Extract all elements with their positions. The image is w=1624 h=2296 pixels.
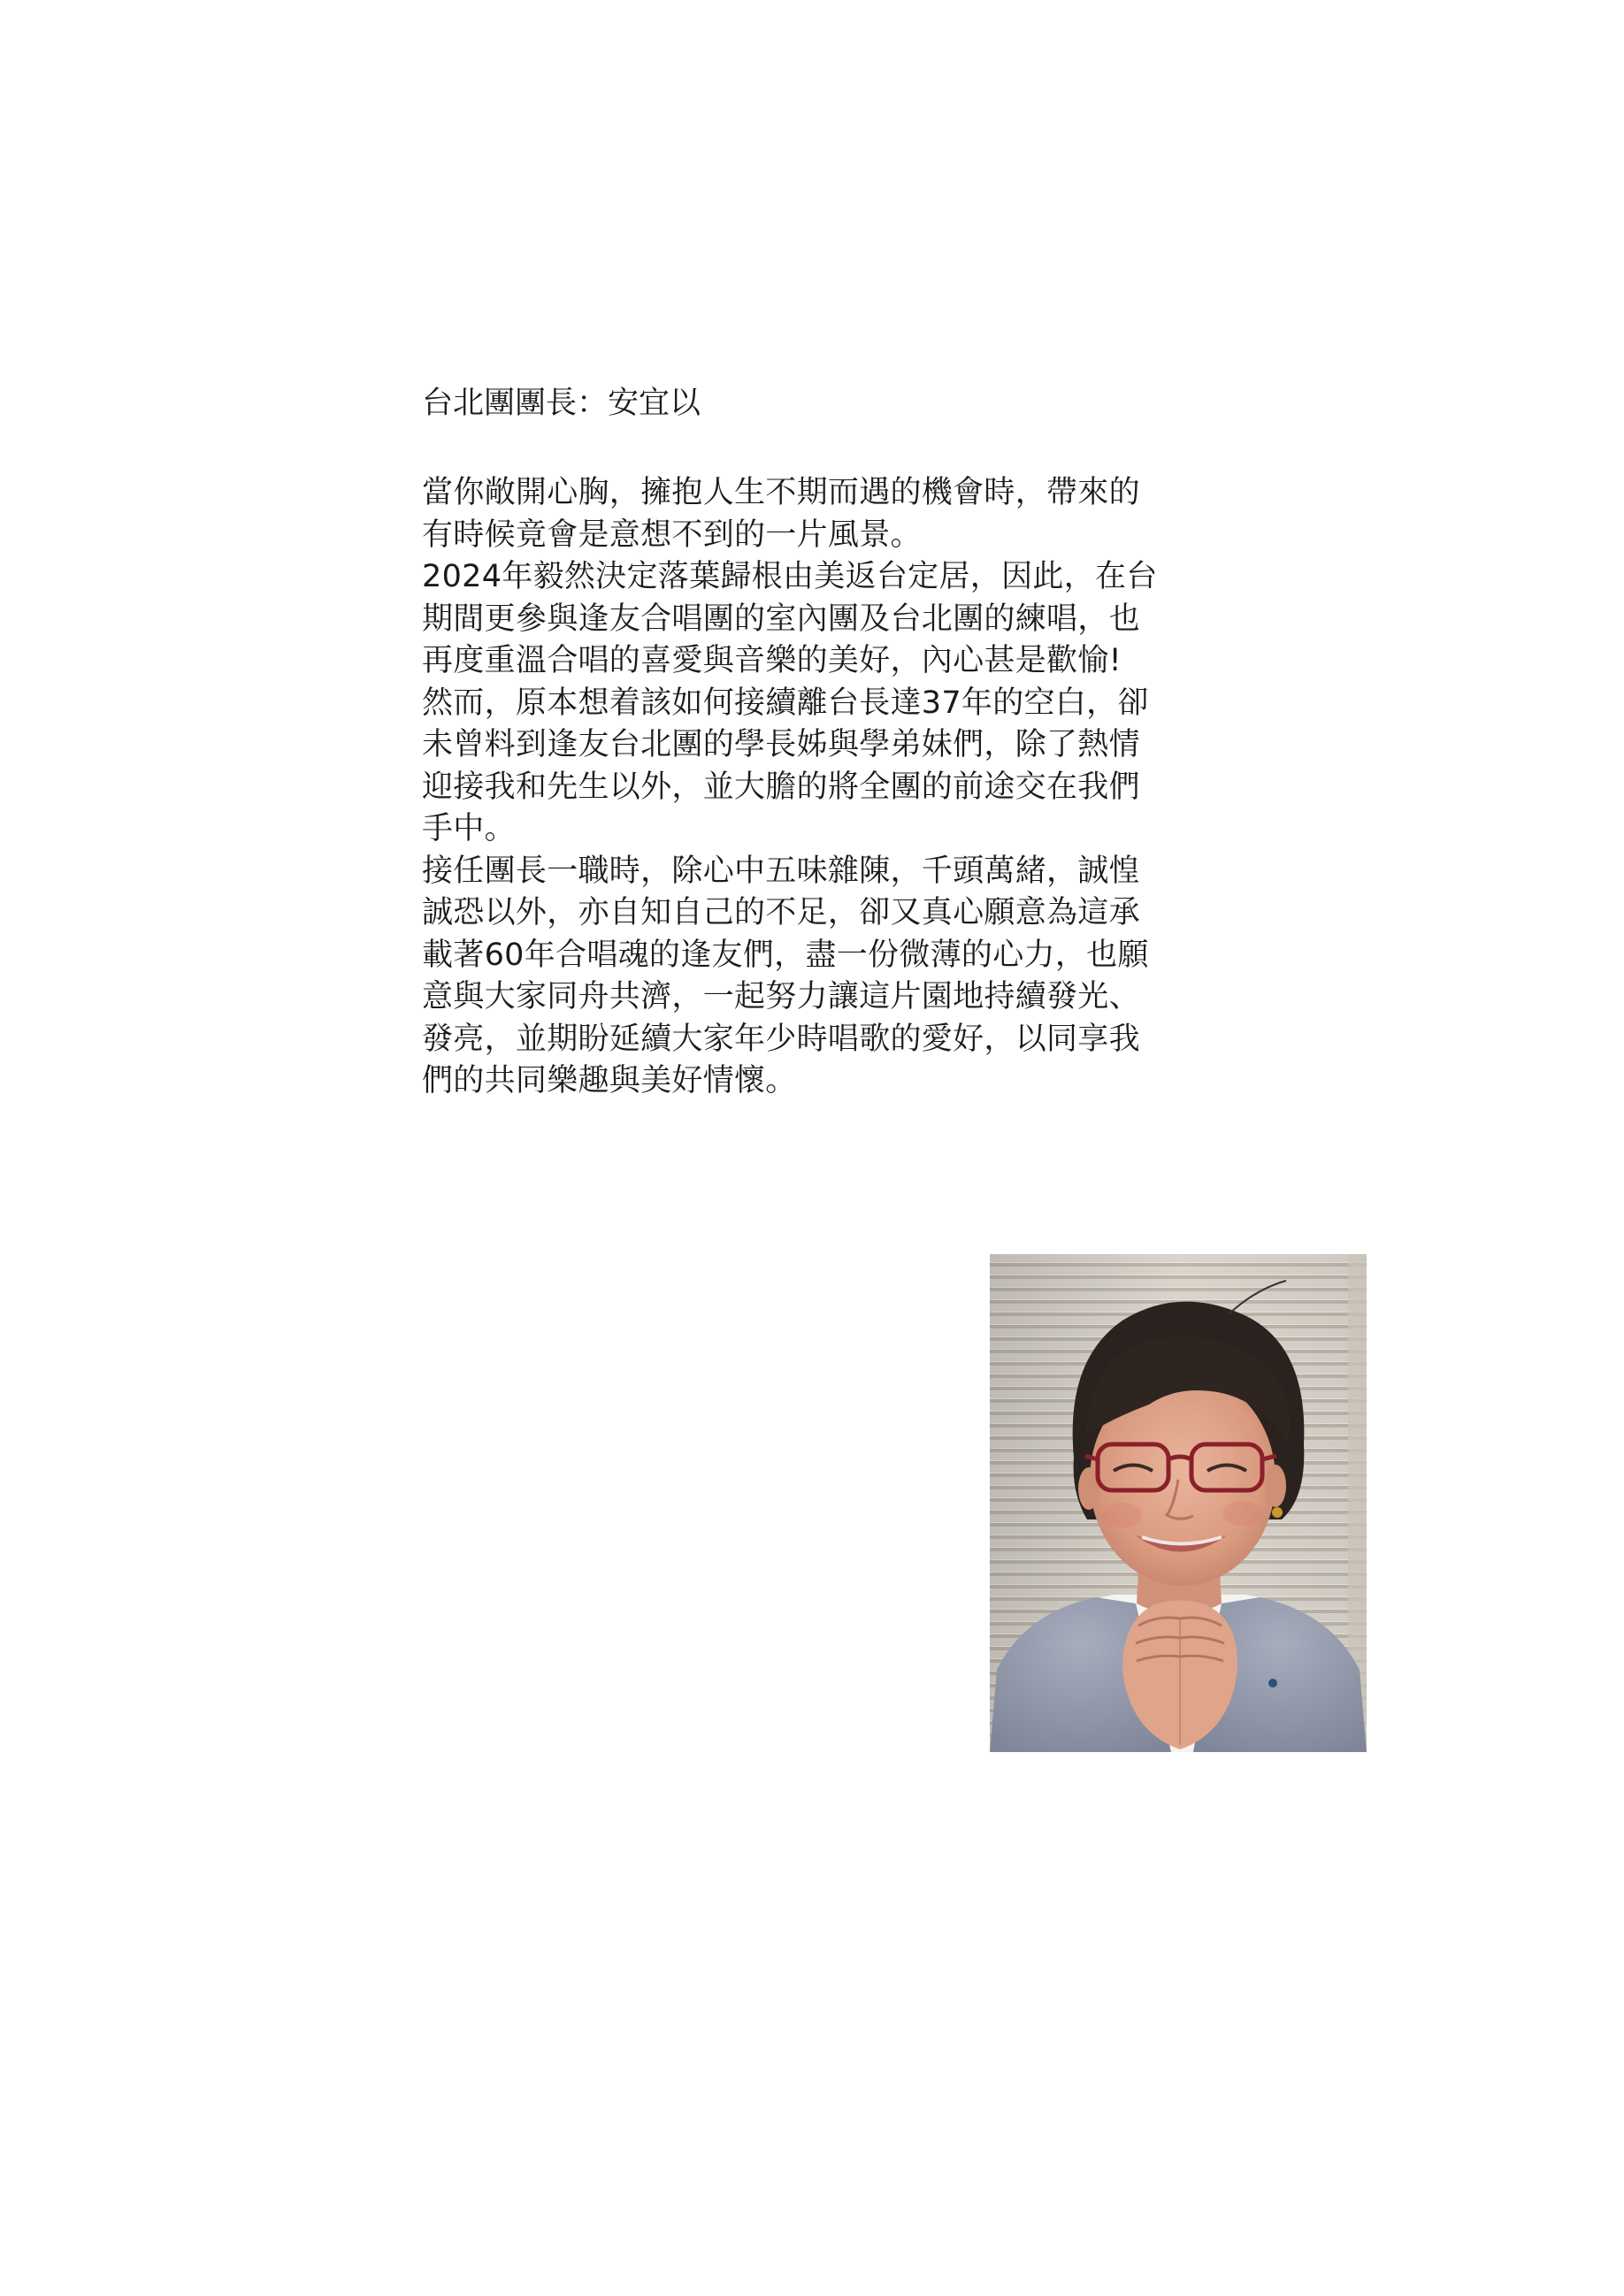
body-line: 再度重溫合唱的喜愛與音樂的美好，內心甚是歡愉! — [422, 643, 1122, 678]
body-line: 未曾料到逢友台北團的學長姊與學弟妹們，除了熱情 — [422, 727, 1140, 762]
body-line: 然而，原本想着該如何接續離台長達37年的空白，卻 — [422, 685, 1149, 721]
body-line: 期間更參與逢友合唱團的室內團及台北團的練唱，也 — [422, 601, 1140, 637]
article-text — [422, 380, 1218, 1103]
body-line: 當你敞開心胸，擁抱人生不期而遇的機會時，帶來的 — [422, 475, 1140, 510]
body-line: 誠恐以外，亦自知自己的不足，卻又真心願意為這承 — [422, 895, 1140, 930]
body-line: 接任團長一職時，除心中五味雜陳，千頭萬緒，誠惶 — [422, 853, 1140, 889]
body-line: 有時候竟會是意想不到的一片風景。 — [422, 517, 922, 553]
portrait-illustration — [990, 1254, 1367, 1752]
page-title: 台北團團長：安宜以 — [422, 386, 701, 421]
earring — [1272, 1507, 1283, 1518]
body-line: 們的共同樂趣與美好情懷。 — [422, 1063, 797, 1098]
body-line: 意與大家同舟共濟，一起努力讓這片園地持續發光、 — [422, 979, 1140, 1014]
body-line: 手中。 — [422, 811, 516, 846]
body-line: 載著60年合唱魂的逢友們，盡一份微薄的心力，也願 — [422, 937, 1149, 973]
body-line: 發亮，並期盼延續大家年少時唱歌的愛好，以同享我 — [422, 1021, 1140, 1057]
portrait-photo — [990, 1254, 1367, 1752]
body-line: 迎接我和先生以外，並大膽的將全團的前途交在我們 — [422, 769, 1140, 805]
body-line: 2024年毅然決定落葉歸根由美返台定居，因此，在台 — [422, 559, 1158, 594]
